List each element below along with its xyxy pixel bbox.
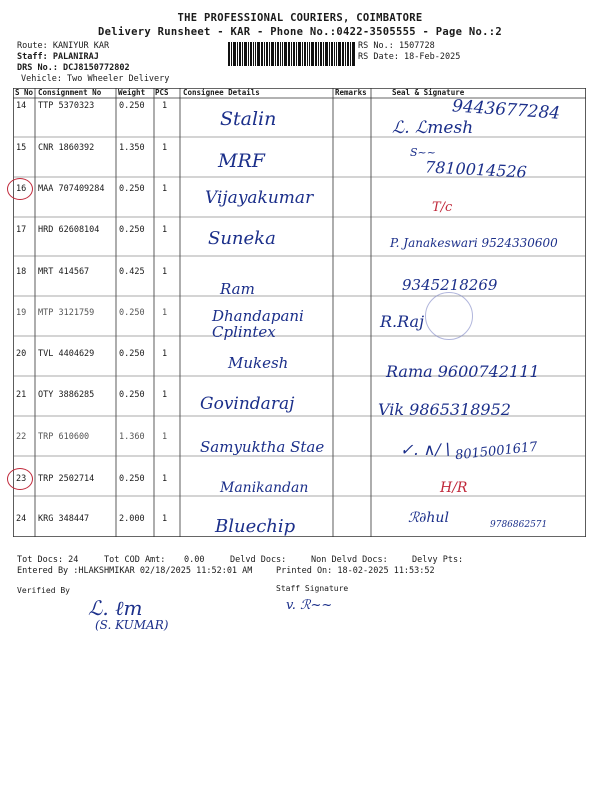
row-sno: 16 (16, 184, 27, 194)
row-pcs: 1 (162, 349, 168, 359)
row-pcs: 1 (162, 267, 168, 277)
barcode-image (228, 42, 356, 66)
handwritten-signature: Rama 9600742111 (386, 362, 540, 381)
signature-scribble: ℒ. ℒmesh (392, 118, 474, 138)
handwritten-consignee: Suneka (208, 228, 276, 249)
signature-scribble: S~~ (410, 146, 436, 159)
row-sno: 18 (16, 267, 27, 277)
staff-signature-scribble: v. ℛ~~ (286, 598, 333, 613)
handwritten-remark: T/c (432, 200, 453, 215)
handwritten-consignee: Dhandapani Cplintex (212, 307, 304, 341)
handwritten-signature: Vik 9865318952 (378, 400, 511, 419)
printed-on: Printed On: 18-02-2025 11:53:52 (276, 566, 435, 576)
row-weight: 0.425 (119, 267, 145, 277)
row-weight: 0.250 (119, 101, 145, 111)
handwritten-consignee: Vijayakumar (205, 188, 314, 208)
row-consignment: MRT 414567 (38, 267, 90, 277)
handwritten-consignee: MRF (218, 150, 265, 172)
row-consignment: TTP 5370323 (38, 101, 95, 111)
total-docs: Tot Docs: 24 (17, 555, 79, 565)
handwritten-consignee: Mukesh (228, 354, 289, 372)
row-sno: 23 (16, 474, 27, 484)
row-consignment: CNR 1860392 (38, 143, 95, 153)
rs-date: RS Date: 18-Feb-2025 (358, 52, 461, 62)
col-header-weight: Weight (118, 88, 146, 97)
handwritten-signature: 9786862571 (490, 520, 548, 530)
route-label: Route: KANIYUR KAR (17, 41, 110, 51)
row-weight: 0.250 (119, 390, 145, 400)
drs-number: DRS No.: DCJ8150772802 (17, 63, 130, 73)
handwritten-consignee: Manikandan (220, 480, 309, 496)
handwritten-signature: P. Janakeswari 9524330600 (390, 236, 558, 250)
handwritten-signature: 9345218269 (402, 276, 498, 294)
company-title: THE PROFESSIONAL COURIERS, COIMBATORE (177, 12, 423, 24)
vehicle-label: Vehicle: Two Wheeler Delivery (21, 74, 170, 84)
row-sno: 22 (16, 432, 27, 442)
col-header-remarks: Remarks (335, 88, 367, 97)
staff-label: Staff: PALANIRAJ (17, 52, 99, 62)
row-sno: 19 (16, 308, 27, 318)
total-cod-label: Tot COD Amt: (104, 555, 166, 565)
row-weight: 1.360 (119, 432, 145, 442)
col-header-consignment: Consignment No (38, 88, 102, 97)
row-pcs: 1 (162, 143, 168, 153)
row-consignment: MTP 3121759 (38, 308, 95, 318)
col-header-consignee: Consignee Details (183, 88, 260, 97)
handwritten-signature: R.Raj (380, 312, 425, 331)
handwritten-consignee: Stalin (220, 108, 277, 130)
row-sno: 20 (16, 349, 27, 359)
total-cod-value: 0.00 (184, 555, 205, 565)
row-sno: 24 (16, 514, 27, 524)
row-pcs: 1 (162, 474, 168, 484)
col-header-sno: S No (15, 88, 34, 97)
red-circle-mark (7, 468, 33, 490)
handwritten-signature: 9443677284 (451, 96, 561, 124)
row-weight: 0.250 (119, 474, 145, 484)
verifier-name: (S. KUMAR) (95, 618, 169, 632)
runsheet-subtitle: Delivery Runsheet - KAR - Phone No.:0422-3505555 - Page No.:2 (98, 26, 502, 38)
row-weight: 0.250 (119, 349, 145, 359)
row-pcs: 1 (162, 432, 168, 442)
row-consignment: HRD 62608104 (38, 225, 100, 235)
signature-scribble: ✓. ∧∕∖ (400, 440, 451, 459)
handwritten-remark: H/R (440, 480, 468, 496)
row-weight: 0.250 (119, 184, 145, 194)
row-pcs: 1 (162, 101, 168, 111)
row-sno: 17 (16, 225, 27, 235)
row-sno: 14 (16, 101, 27, 111)
row-weight: 1.350 (119, 143, 145, 153)
handwritten-signature: 8015001617 (454, 439, 539, 464)
handwritten-consignee: Samyuktha Stae (200, 438, 325, 456)
staff-signature-label: Staff Signature (276, 584, 349, 593)
signature-scribble: ℛ∂hul (408, 510, 449, 526)
row-consignment: TRP 610600 (38, 432, 90, 442)
verifier-signature-scribble: ℒ. ℓm (88, 596, 143, 620)
row-sno: 21 (16, 390, 27, 400)
entered-by: Entered By :HLAKSHMIKAR 02/18/2025 11:52:01 AM (17, 566, 253, 576)
row-consignment: TVL 4404629 (38, 349, 95, 359)
row-weight: 0.250 (119, 225, 145, 235)
row-sno: 15 (16, 143, 27, 153)
verified-by-label: Verified By (17, 586, 70, 595)
handwritten-signature: 7810014526 (424, 157, 528, 182)
col-header-signature: Seal & Signature (392, 88, 465, 97)
row-consignment: MAA 707409284 (38, 184, 105, 194)
row-pcs: 1 (162, 184, 168, 194)
row-consignment: TRP 2502714 (38, 474, 95, 484)
non-delivered-docs: Non Delvd Docs: (311, 555, 388, 565)
row-pcs: 1 (162, 514, 168, 524)
stamp-seal-icon (425, 292, 473, 340)
row-pcs: 1 (162, 308, 168, 318)
row-consignment: KRG 348447 (38, 514, 90, 524)
row-weight: 2.000 (119, 514, 145, 524)
delivered-docs: Delvd Docs: (230, 555, 287, 565)
rs-number: RS No.: 1507728 (358, 41, 435, 51)
row-consignment: OTY 3886285 (38, 390, 95, 400)
delivery-points: Delvy Pts: (412, 555, 464, 565)
row-pcs: 1 (162, 390, 168, 400)
handwritten-consignee: Ram (220, 280, 255, 298)
row-pcs: 1 (162, 225, 168, 235)
red-circle-mark (7, 178, 33, 200)
row-weight: 0.250 (119, 308, 145, 318)
handwritten-consignee: Bluechip (215, 516, 296, 537)
col-header-pcs: PCS (155, 88, 169, 97)
handwritten-consignee: Govindaraj (200, 394, 295, 414)
